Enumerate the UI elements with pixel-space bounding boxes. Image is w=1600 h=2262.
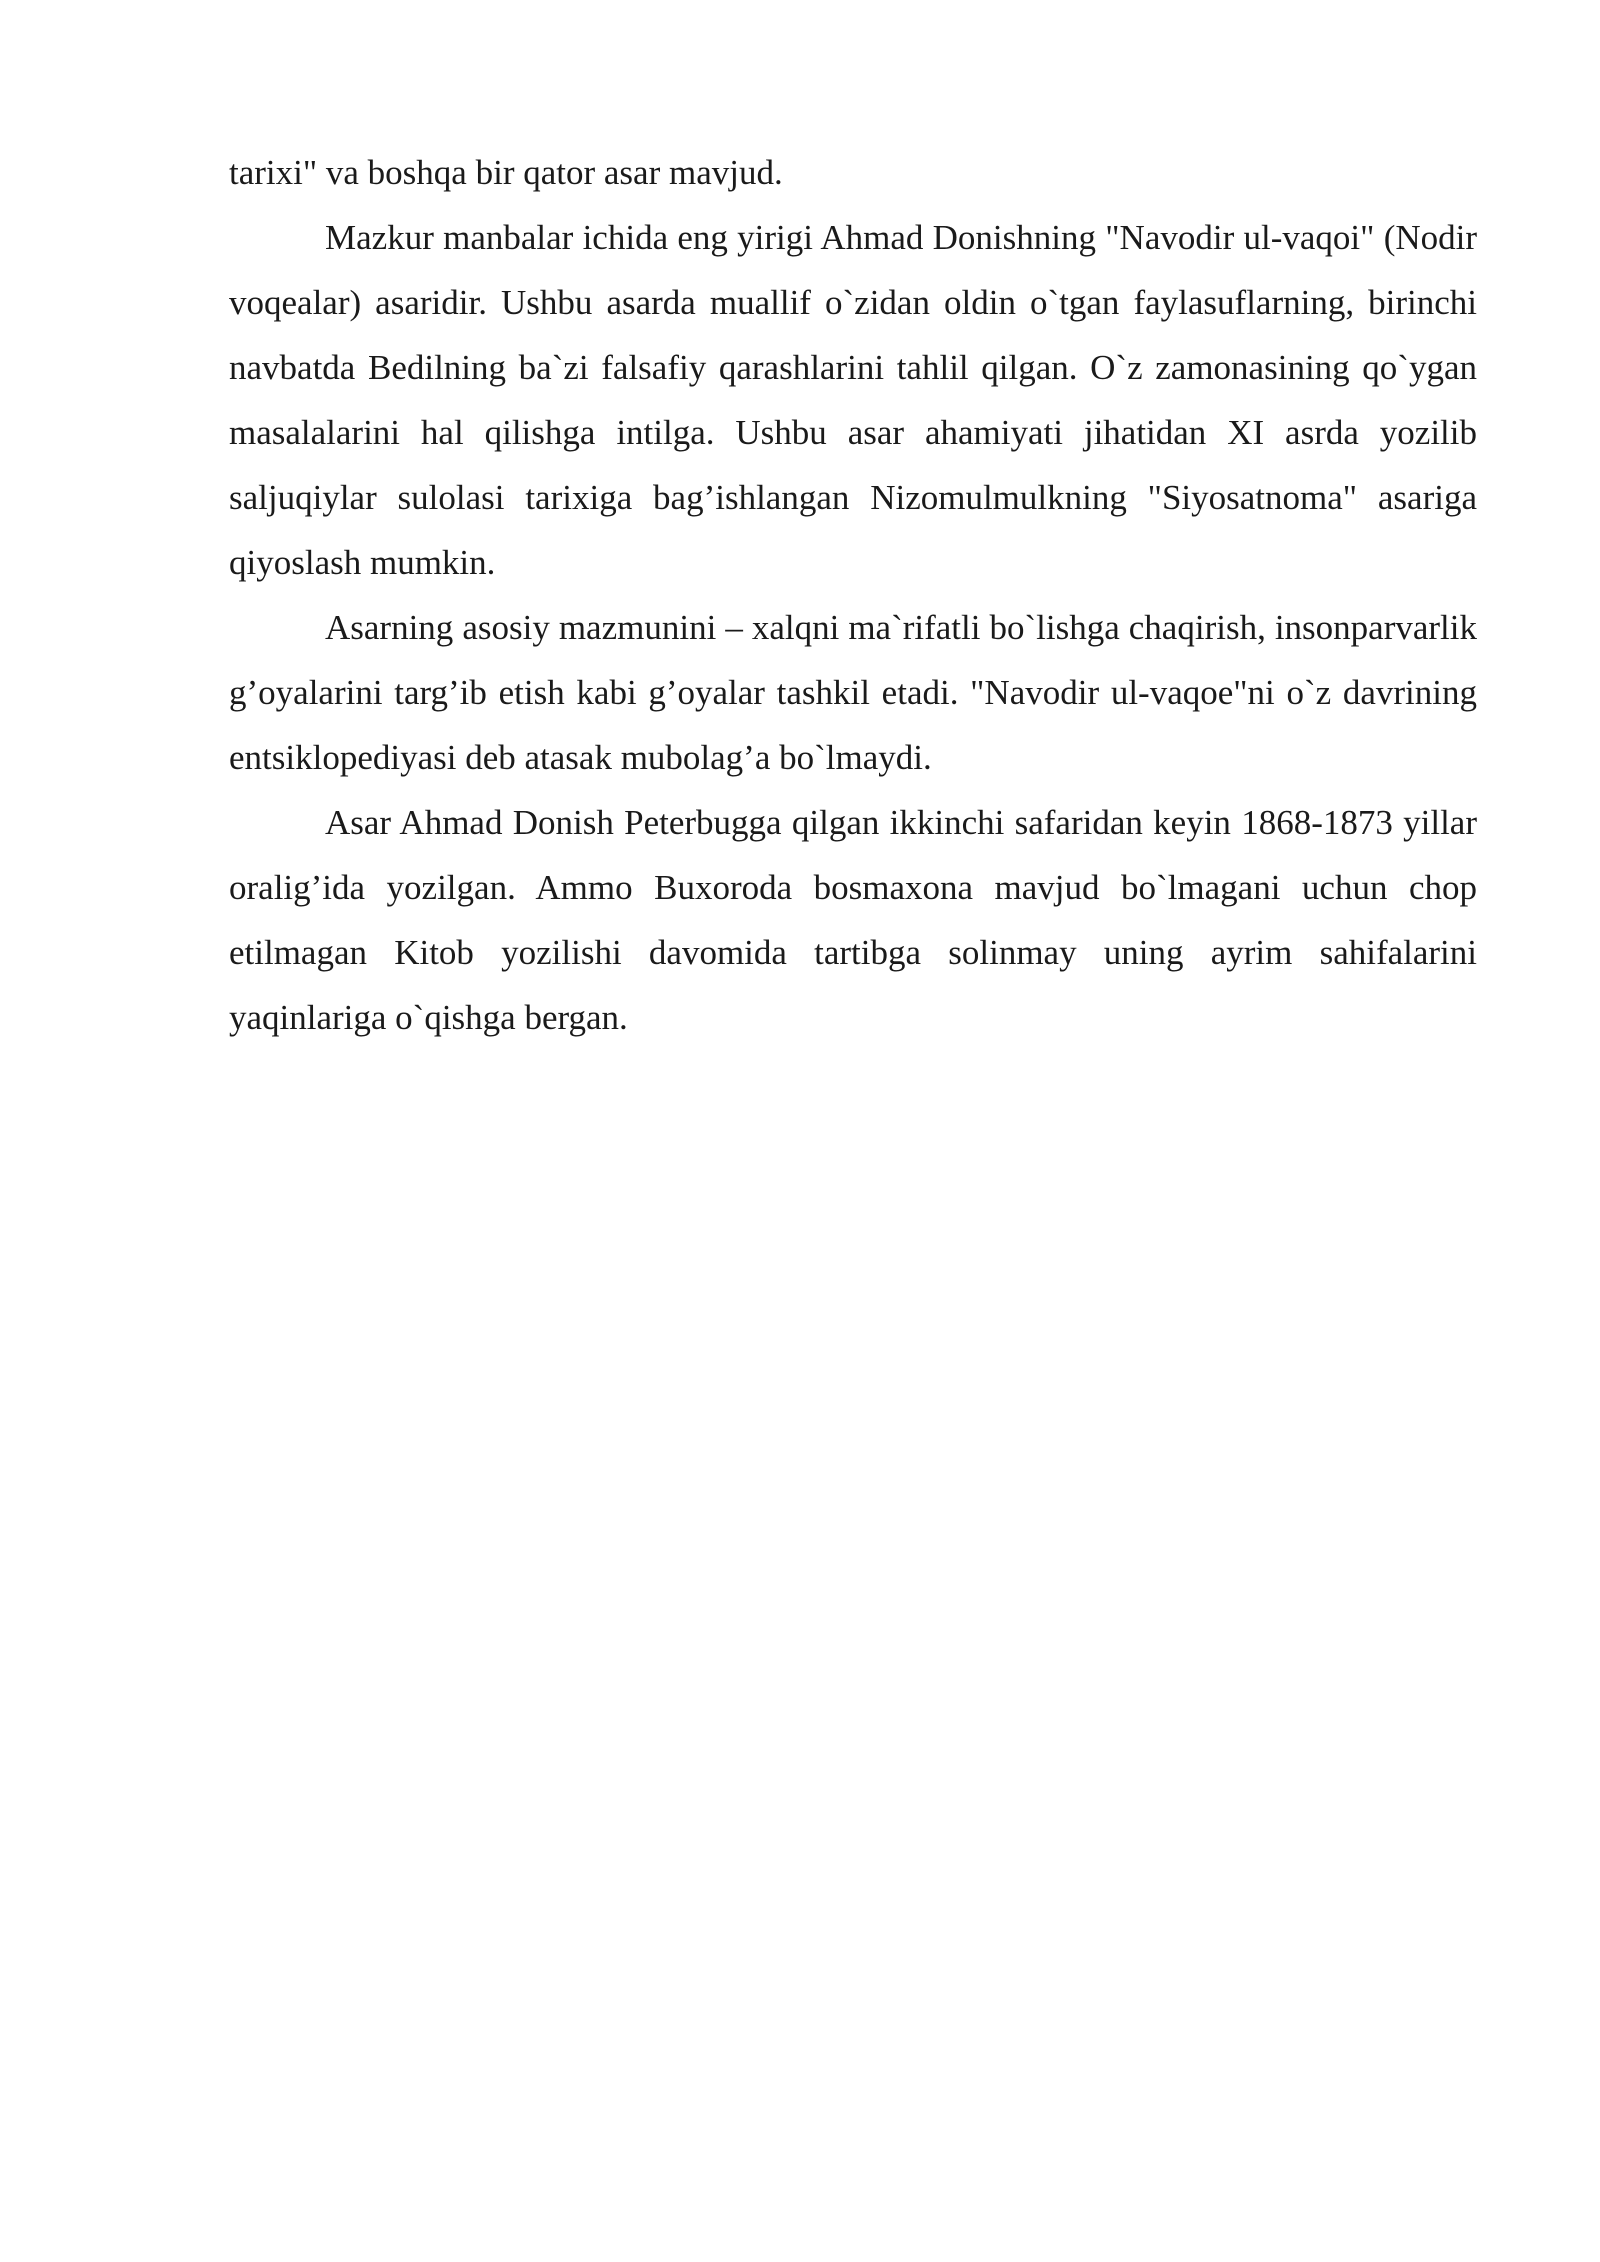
document-body	[229, 140, 1477, 1050]
paragraph-navodir-intro: Mazkur manbalar ichida eng yirigi Ahmad Donishning "Navodir ul-vaqoi" (Nodir voqealar) asaridir. Ushbu asarda muallif o`zidan oldin o`tgan faylasuflarning, birinchi navbatda Bedilning ba`zi falsafiy qarashlarini tahlil qilgan. O`z zamonasining qo`ygan masalalarini hal qilishga intilga. Ushbu asar ahamiyati jihatidan XI asrda yozilib saljuqiylar sulolasi tarixiga bag’ishlangan Nizomulmulkning "Siyosatnoma" asariga qiyoslash mumkin.	[229, 218, 1477, 582]
paragraph-continuation: tarixi" va boshqa bir qator asar mavjud.	[229, 153, 783, 192]
paragraph-writing-history: Asar Ahmad Donish Peterbugga qilgan ikkinchi safaridan keyin 1868-1873 yillar oralig’ida yozilgan. Ammo Buxoroda bosmaxona mavjud bo`lmagani uchun chop etilmagan Kitob yozilishi davomida tartibga solinmay uning ayrim sahifalarini yaqinlariga o`qishga bergan.	[229, 803, 1477, 1037]
paragraph-main-content: Asarning asosiy mazmunini – xalqni ma`rifatli bo`lishga chaqirish, insonparvarlik g’oyalarini targ’ib etish kabi g’oyalar tashkil etadi. "Navodir ul-vaqoe"ni o`z davrining entsiklopediyasi deb atasak mubolag’a bo`lmaydi.	[229, 608, 1477, 777]
